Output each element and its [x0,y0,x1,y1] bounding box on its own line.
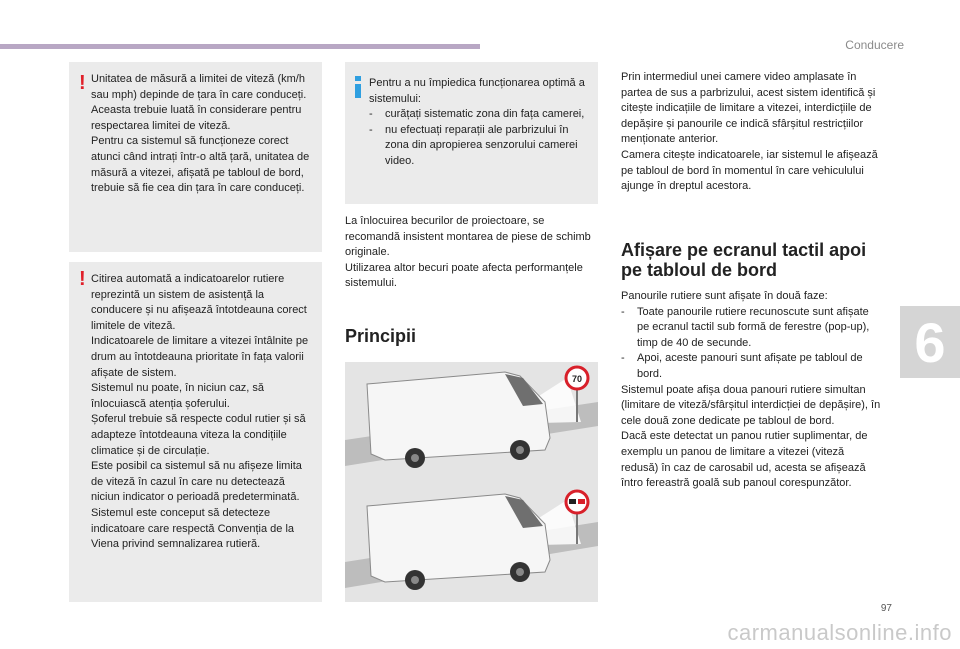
paragraph: Dacă este detectat un panou rutier suplimentar, de exemplu un panou de limitare a vitezei (viteză redusă) în caz de carosabil ud, acesta se afișează întro fereastră goală sub panoul corespunzător. [621,430,868,490]
warning-box-assist [69,262,322,602]
paragraph: Utilizarea altor becuri poate afecta performanțele sistemului. [345,261,583,290]
camera-description [621,70,881,195]
info-icon [355,76,361,98]
header-accent-bar [0,44,480,49]
list-item: - nu efectuați reparații ale parbrizului în zona din apropierea senzorului camerei video. [369,123,578,167]
paragraph: Camera citește indicatoarele, iar sistemul le afișează pe tabloul de bord în momentul în care vehiculului ajunge în dreptul acestora. [621,148,878,193]
list-item: - Apoi, aceste panouri sunt afișate pe tabloul de bord. [621,352,863,380]
illustration [345,362,598,602]
warning-icon: ! [79,72,86,94]
list-item: - Toate panourile rutiere recunoscute sunt afișate pe ecranul tactil sub formă de ferestre (pop-up), timp de 40 de secunde. [621,305,870,349]
paragraph: Panourile rutiere sunt afișate în două faze: [621,290,828,302]
display-description [621,289,881,492]
section-title: Conducere [845,38,904,52]
van-icon [367,494,550,590]
paragraph: Aceasta trebuie luată în considerare pentru respectarea limitei de viteză. [91,104,302,132]
page-number: 97 [880,603,892,614]
illustration-vans-road-signs [345,362,598,602]
paragraph: Unitatea de măsură a limitei de viteză (km/h sau mph) depinde de țara în care conduceți. [91,73,307,101]
warning-box-units [69,62,322,252]
paragraph: Prin intermediul unei camere video amplasate în partea de sus a parbrizului, acest sistem identifică și citește indicațiile de limitare a vitezei, interdicțiile de depășire și panourile ce indică sfârșitul restricțiilor menționate anterior. [621,71,876,146]
paragraph: Șoferul trebuie să respecte codul rutier și să adapteze întotdeauna viteza la condițiile climatice și de circulație. [91,413,306,457]
list-item: - curățați sistematic zona din fața camerei, [369,108,585,121]
chapter-tab: 6 [900,306,960,378]
paragraph: Citirea automată a indicatoarelor rutiere reprezintă un sistem de asistență la conducere și nu afișează întotdeauna corect limitele de viteză. [91,273,307,332]
paragraph: La înlocuirea becurilor de proiectoare, se recomandă insistent montarea de piese de schimb originale. [345,215,591,259]
paragraph: Este posibil ca sistemul să nu afișeze limita de viteză în cazul în care nu detectează niciun indicator o perioadă predeterminată. [91,460,302,504]
paragraph: Pentru ca sistemul să funcționeze corect atunci când intrați într-o altă țară, unitatea de măsură a vitezei, afișată pe tabloul de bord, trebuie să fie cea din țara în care conduceți. [91,135,310,195]
warning-text [91,272,312,553]
van-icon [367,372,550,468]
paragraph: Pentru a nu împiedica funcționarea optimă a sistemului: [369,77,585,105]
speed-limit-value: 70 [571,374,583,384]
info-box-camera-care [345,62,598,204]
bulbs-text [345,214,600,292]
paragraph: Sistemul este conceput să detecteze indicatoare care respectă Convenția de la Viena privind semnalizarea rutieră. [91,506,295,551]
watermark: carmanualsonline.info [727,620,952,645]
warning-icon: ! [79,268,86,290]
warning-text [91,72,312,197]
heading-principii: Principii [345,326,417,346]
paragraph: Indicatoarele de limitare a vitezei întâlnite pe drum au întotdeauna prioritate în fața valorii afișate de sistem. [91,335,309,379]
heading-afisare: Afișare pe ecranul tactil apoi pe tabloul de bord [621,240,867,280]
info-text [369,76,588,170]
paragraph: Sistemul nu poate, în niciun caz, să înlocuiască atenția șoferului. [91,382,265,410]
paragraph: Sistemul poate afișa doua panouri rutiere simultan (limitare de viteză/sfârșitul interdicției de depășire), în cele două zone dedicate pe tabloul de bord. [621,383,881,427]
